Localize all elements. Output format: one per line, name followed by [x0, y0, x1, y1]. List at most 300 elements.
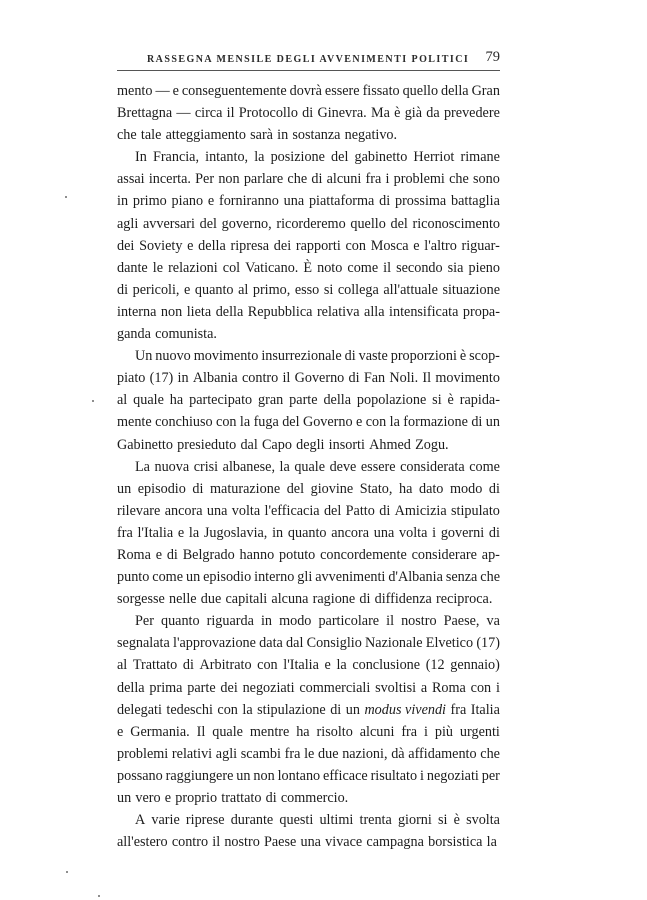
word: A [135, 812, 146, 829]
word: che [480, 569, 500, 586]
text-line [117, 544, 500, 566]
word: con [365, 414, 387, 431]
text-line [117, 301, 500, 323]
word: e [356, 414, 363, 431]
word: (17) [476, 635, 500, 652]
word: (17) [149, 370, 174, 387]
text-line [117, 787, 500, 809]
word: propa- [462, 303, 500, 320]
text-line [117, 367, 500, 389]
word: relativi [171, 745, 213, 762]
word: del [199, 215, 217, 232]
word: rapporti [295, 237, 341, 254]
word: agli [215, 745, 238, 762]
word: intanto, [205, 149, 249, 166]
header-rule [117, 70, 500, 71]
word: tale [140, 127, 162, 144]
word: tedeschi [166, 701, 213, 718]
word: si [323, 281, 334, 298]
word: senza [445, 569, 478, 586]
word: proporzioni [390, 348, 457, 365]
word: nelle [169, 591, 197, 608]
word: quanto [287, 524, 327, 541]
word: e [187, 237, 194, 254]
word: la [389, 414, 400, 431]
word: hanno [239, 546, 275, 563]
word: Gabinetto [117, 436, 173, 453]
word: riconoscimento [412, 215, 500, 232]
word: Brettagna [117, 105, 173, 122]
word: degli [296, 436, 325, 453]
word: Governo [294, 370, 345, 387]
word: atteggiamento [165, 127, 246, 144]
word: capitali [225, 591, 268, 608]
word: Un [135, 348, 153, 365]
word: nostro [401, 613, 437, 630]
word: ap- [481, 546, 500, 563]
word: dà [391, 745, 405, 762]
word: volta [399, 524, 428, 541]
word: come [152, 569, 184, 586]
word: insurrezionale [261, 348, 342, 365]
word: Per [135, 613, 154, 630]
word: e [172, 83, 179, 99]
word: quale [212, 723, 243, 740]
word: che [287, 171, 308, 188]
word: Patto [345, 502, 375, 519]
word: situazione [442, 281, 500, 298]
text-line [117, 434, 500, 456]
text-line [117, 522, 500, 544]
word: Paese [263, 834, 297, 851]
word: l'efficacia [264, 502, 320, 519]
word: problemi [117, 745, 169, 762]
word: fissato [362, 83, 400, 99]
word: il [383, 259, 392, 276]
word: Fan [363, 370, 386, 387]
word: alcuni [359, 723, 395, 740]
word: negativo. [344, 127, 398, 144]
word: giorni [397, 812, 432, 829]
word: primo, [252, 281, 291, 298]
word: è [447, 392, 454, 409]
word: gennaio) [450, 657, 500, 674]
word: prevedere [443, 105, 500, 122]
word: nostro [224, 834, 260, 851]
word: episodio [137, 480, 186, 497]
word: negoziati [242, 679, 295, 696]
word: formazione [403, 414, 468, 431]
word: gabinetto [354, 149, 408, 166]
word: del [282, 414, 300, 431]
word: In [135, 149, 147, 166]
word: la [279, 458, 290, 475]
word: già [404, 105, 423, 122]
word: potuto [279, 546, 316, 563]
word: — [176, 105, 191, 122]
word: Ginevra. [317, 105, 367, 122]
word: al [238, 281, 249, 298]
word: Amicizia [394, 502, 447, 519]
word: si [438, 812, 448, 829]
word: efficace [323, 767, 368, 784]
word: contro [241, 370, 279, 387]
word: fuga [253, 414, 279, 431]
word: volta [231, 502, 261, 519]
word: della [215, 303, 244, 320]
word: essere [324, 83, 360, 99]
text-line [117, 831, 500, 853]
word: un [117, 480, 132, 497]
word: d'Albania [388, 569, 443, 586]
word: sia [447, 259, 464, 276]
word: reciproca. [436, 591, 493, 608]
word: primo [132, 193, 167, 210]
word: Italia [470, 701, 500, 718]
word: che [480, 745, 500, 762]
word: sostanza [292, 127, 341, 144]
print-speck [98, 895, 100, 897]
word: e [164, 790, 172, 806]
word: nuovo [155, 348, 191, 365]
word: assai [117, 171, 145, 188]
word: affidamento [408, 745, 477, 762]
word: e [117, 723, 124, 740]
word: fra [365, 171, 382, 188]
word: all'estero [117, 834, 168, 851]
word: stipulazione [257, 701, 326, 718]
text-line [117, 632, 500, 654]
word: i [423, 723, 428, 740]
word: modo [449, 480, 483, 497]
word: di [302, 105, 314, 122]
word: essere [360, 458, 396, 475]
word: episodio [203, 569, 252, 586]
word: intensificata [389, 303, 459, 320]
word: più [434, 723, 453, 740]
word: insorti [328, 436, 365, 453]
text-line [117, 456, 500, 478]
word: in [277, 127, 289, 144]
word: campagna [366, 834, 424, 851]
word: in [272, 524, 284, 541]
word: una [283, 193, 305, 210]
text-line [117, 257, 500, 279]
word: nazioni, [342, 745, 388, 762]
word: quello [350, 215, 386, 232]
word: a [420, 679, 428, 696]
word: dante [117, 259, 148, 276]
word: del [331, 149, 349, 166]
text-line [117, 190, 500, 212]
word: una [206, 502, 228, 519]
word: interno [254, 569, 295, 586]
word: una [300, 834, 321, 851]
word: i [432, 524, 437, 541]
word: nuova [154, 458, 190, 475]
word: due [200, 591, 222, 608]
word: del [390, 215, 408, 232]
word: di [265, 790, 277, 806]
word: riguar- [461, 237, 500, 254]
word: punto [117, 569, 150, 586]
word: movimento [435, 370, 500, 387]
word: e [155, 546, 163, 563]
text-line [117, 677, 500, 699]
word: all'attuale [383, 281, 438, 298]
word: riprese [185, 812, 225, 829]
word: di [182, 657, 194, 674]
word: l'approvazione [173, 635, 256, 652]
word: vivace [325, 834, 363, 851]
word: prossima [394, 193, 447, 210]
word: di [192, 480, 204, 497]
word: Germania. [130, 723, 190, 740]
word: Belgrado [182, 546, 235, 563]
print-speck [65, 196, 67, 198]
word: problemi [393, 171, 445, 188]
word: si [432, 392, 442, 409]
word: Mosca [370, 237, 409, 254]
word: Repubblica [247, 303, 313, 320]
text-line [117, 610, 500, 632]
print-speck [92, 400, 94, 402]
word: vero [135, 790, 161, 806]
word: vaste [358, 348, 388, 365]
word: Zogu. [415, 436, 449, 453]
word: l'Italia [283, 657, 319, 674]
text-line [117, 146, 500, 168]
word: circa [194, 105, 223, 122]
word: dei [273, 237, 292, 254]
text-line [117, 478, 500, 500]
word: fra [450, 701, 467, 718]
word: proprio [175, 790, 218, 806]
word: scop- [469, 348, 500, 365]
word: forniranno [218, 193, 279, 210]
word: della [117, 679, 145, 696]
text-line [117, 80, 500, 102]
text-line [117, 721, 500, 743]
word: trenta [359, 812, 392, 829]
word: Ma [370, 105, 390, 122]
word: i [495, 679, 500, 696]
word: partecipato [189, 392, 253, 409]
word: come [347, 259, 379, 276]
word: incerta. [148, 171, 191, 188]
word: piato [117, 370, 146, 387]
text-line [117, 743, 500, 765]
word: (12 [425, 657, 445, 674]
word: Herriot [413, 149, 455, 166]
word: un [117, 790, 132, 806]
word: svoltisi [375, 679, 417, 696]
word: da [426, 105, 440, 122]
word: pericoli, [132, 281, 180, 298]
word: fra [401, 723, 418, 740]
word: la [239, 414, 251, 431]
word: scambi [240, 745, 281, 762]
word: Capo [261, 436, 292, 453]
word: piattaforma [308, 193, 375, 210]
word: borsistica [428, 834, 483, 851]
word: Paese, [443, 613, 480, 630]
word: albanese, [222, 458, 276, 475]
word: commerciali [299, 679, 371, 696]
word: le [152, 259, 164, 276]
word: conseguentemente [181, 83, 287, 99]
word: di [348, 370, 360, 387]
word: relazioni [168, 259, 218, 276]
word: presieduto [177, 436, 237, 453]
word: esso [294, 281, 320, 298]
word: sarà [250, 127, 273, 144]
word: segnalata [117, 635, 170, 652]
word: quello [402, 83, 439, 99]
word: concordemente [320, 546, 407, 563]
word: movimento [193, 348, 259, 365]
word: che [449, 171, 469, 188]
word: sono [473, 171, 500, 188]
word: data [259, 635, 283, 652]
word: È [303, 259, 313, 276]
word: dato [418, 480, 444, 497]
word: il [226, 105, 235, 122]
word: con [217, 701, 238, 718]
word: parte [289, 392, 318, 409]
word: risolto [316, 723, 353, 740]
word: un [485, 414, 500, 431]
word: della [441, 83, 469, 99]
print-speck [66, 871, 68, 873]
text-line [117, 765, 500, 787]
word: Governo [302, 414, 353, 431]
word: prima [149, 679, 183, 696]
word: particolare [318, 613, 380, 630]
word: parlare [243, 171, 284, 188]
word: rapida- [459, 392, 500, 409]
word: Albania [192, 370, 238, 387]
word: commercio. [280, 790, 349, 806]
word: Il [422, 370, 432, 387]
word: dei [117, 237, 135, 254]
word: La [135, 458, 150, 475]
word: dei [220, 679, 238, 696]
word: ha [296, 723, 310, 740]
word: Noli. [389, 370, 419, 387]
word: Arbitrato [199, 657, 252, 674]
word: Soviety [139, 237, 183, 254]
word: avvenimenti [315, 569, 386, 586]
text-line [117, 102, 500, 124]
word: svolta [466, 812, 500, 829]
word: è [459, 348, 467, 365]
word: noto [317, 259, 343, 276]
text-line [117, 323, 500, 345]
word: governi [440, 524, 485, 541]
word: Vaticano. [245, 259, 299, 276]
word: va [486, 613, 500, 630]
word: conchiuso [155, 414, 213, 431]
word: che [117, 127, 137, 144]
word: diffidenza [374, 591, 432, 608]
word: Consiglio [306, 635, 362, 652]
word: ancora [331, 524, 370, 541]
word: in [260, 613, 273, 630]
word: con [345, 237, 366, 254]
word: Gran [471, 83, 500, 99]
word: sorgesse [117, 591, 165, 608]
word: ragione [312, 591, 356, 608]
running-title: RASSEGNA MENSILE DEGLI AVVENIMENTI POLITICI [147, 54, 470, 65]
word: alcuni [326, 171, 362, 188]
word: avversari [142, 215, 195, 232]
word: ripresa [230, 237, 270, 254]
word: ha [169, 392, 184, 409]
text-line [117, 168, 500, 190]
word: di [471, 414, 483, 431]
word: due [318, 745, 339, 762]
word: di [330, 701, 342, 718]
word: piano [171, 193, 204, 210]
word: posizione [270, 149, 325, 166]
word: Trattato [132, 657, 178, 674]
word: al [117, 657, 128, 674]
word: delegati [117, 701, 162, 718]
word: come [469, 458, 500, 475]
word: Elvetico [425, 635, 474, 652]
page-number: 79 [485, 49, 500, 65]
word: di [117, 281, 129, 298]
text-line [117, 411, 500, 433]
word: la [254, 149, 265, 166]
word: Francia, [152, 149, 200, 166]
word: quanto [160, 613, 200, 630]
running-head [117, 48, 500, 70]
word: è [394, 105, 401, 122]
word: la [188, 524, 200, 541]
word: di [488, 480, 500, 497]
text-line [117, 213, 500, 235]
word: governo, [221, 215, 272, 232]
word: stipulato [451, 502, 500, 519]
word: raggiungere [165, 767, 234, 784]
word: mente [117, 414, 152, 431]
word: dal [286, 635, 304, 652]
word: al [117, 392, 128, 409]
word: le [304, 745, 315, 762]
word: del [323, 502, 342, 519]
word: e [184, 281, 191, 298]
word: il [386, 613, 395, 630]
word: quale [133, 392, 164, 409]
word: di [166, 546, 178, 563]
word: di [379, 502, 391, 519]
word: Roma [431, 679, 466, 696]
word: non [218, 171, 240, 188]
word: risultato [370, 767, 418, 784]
text-line [117, 389, 500, 411]
word: i [419, 767, 424, 784]
word: un [345, 701, 360, 718]
word: ultimi [319, 812, 354, 829]
word: negoziati [426, 767, 479, 784]
word: e [413, 237, 420, 254]
word: Stato, [359, 480, 393, 497]
word: comunista. [155, 326, 217, 343]
word: è [453, 812, 460, 829]
word: un [236, 767, 251, 784]
